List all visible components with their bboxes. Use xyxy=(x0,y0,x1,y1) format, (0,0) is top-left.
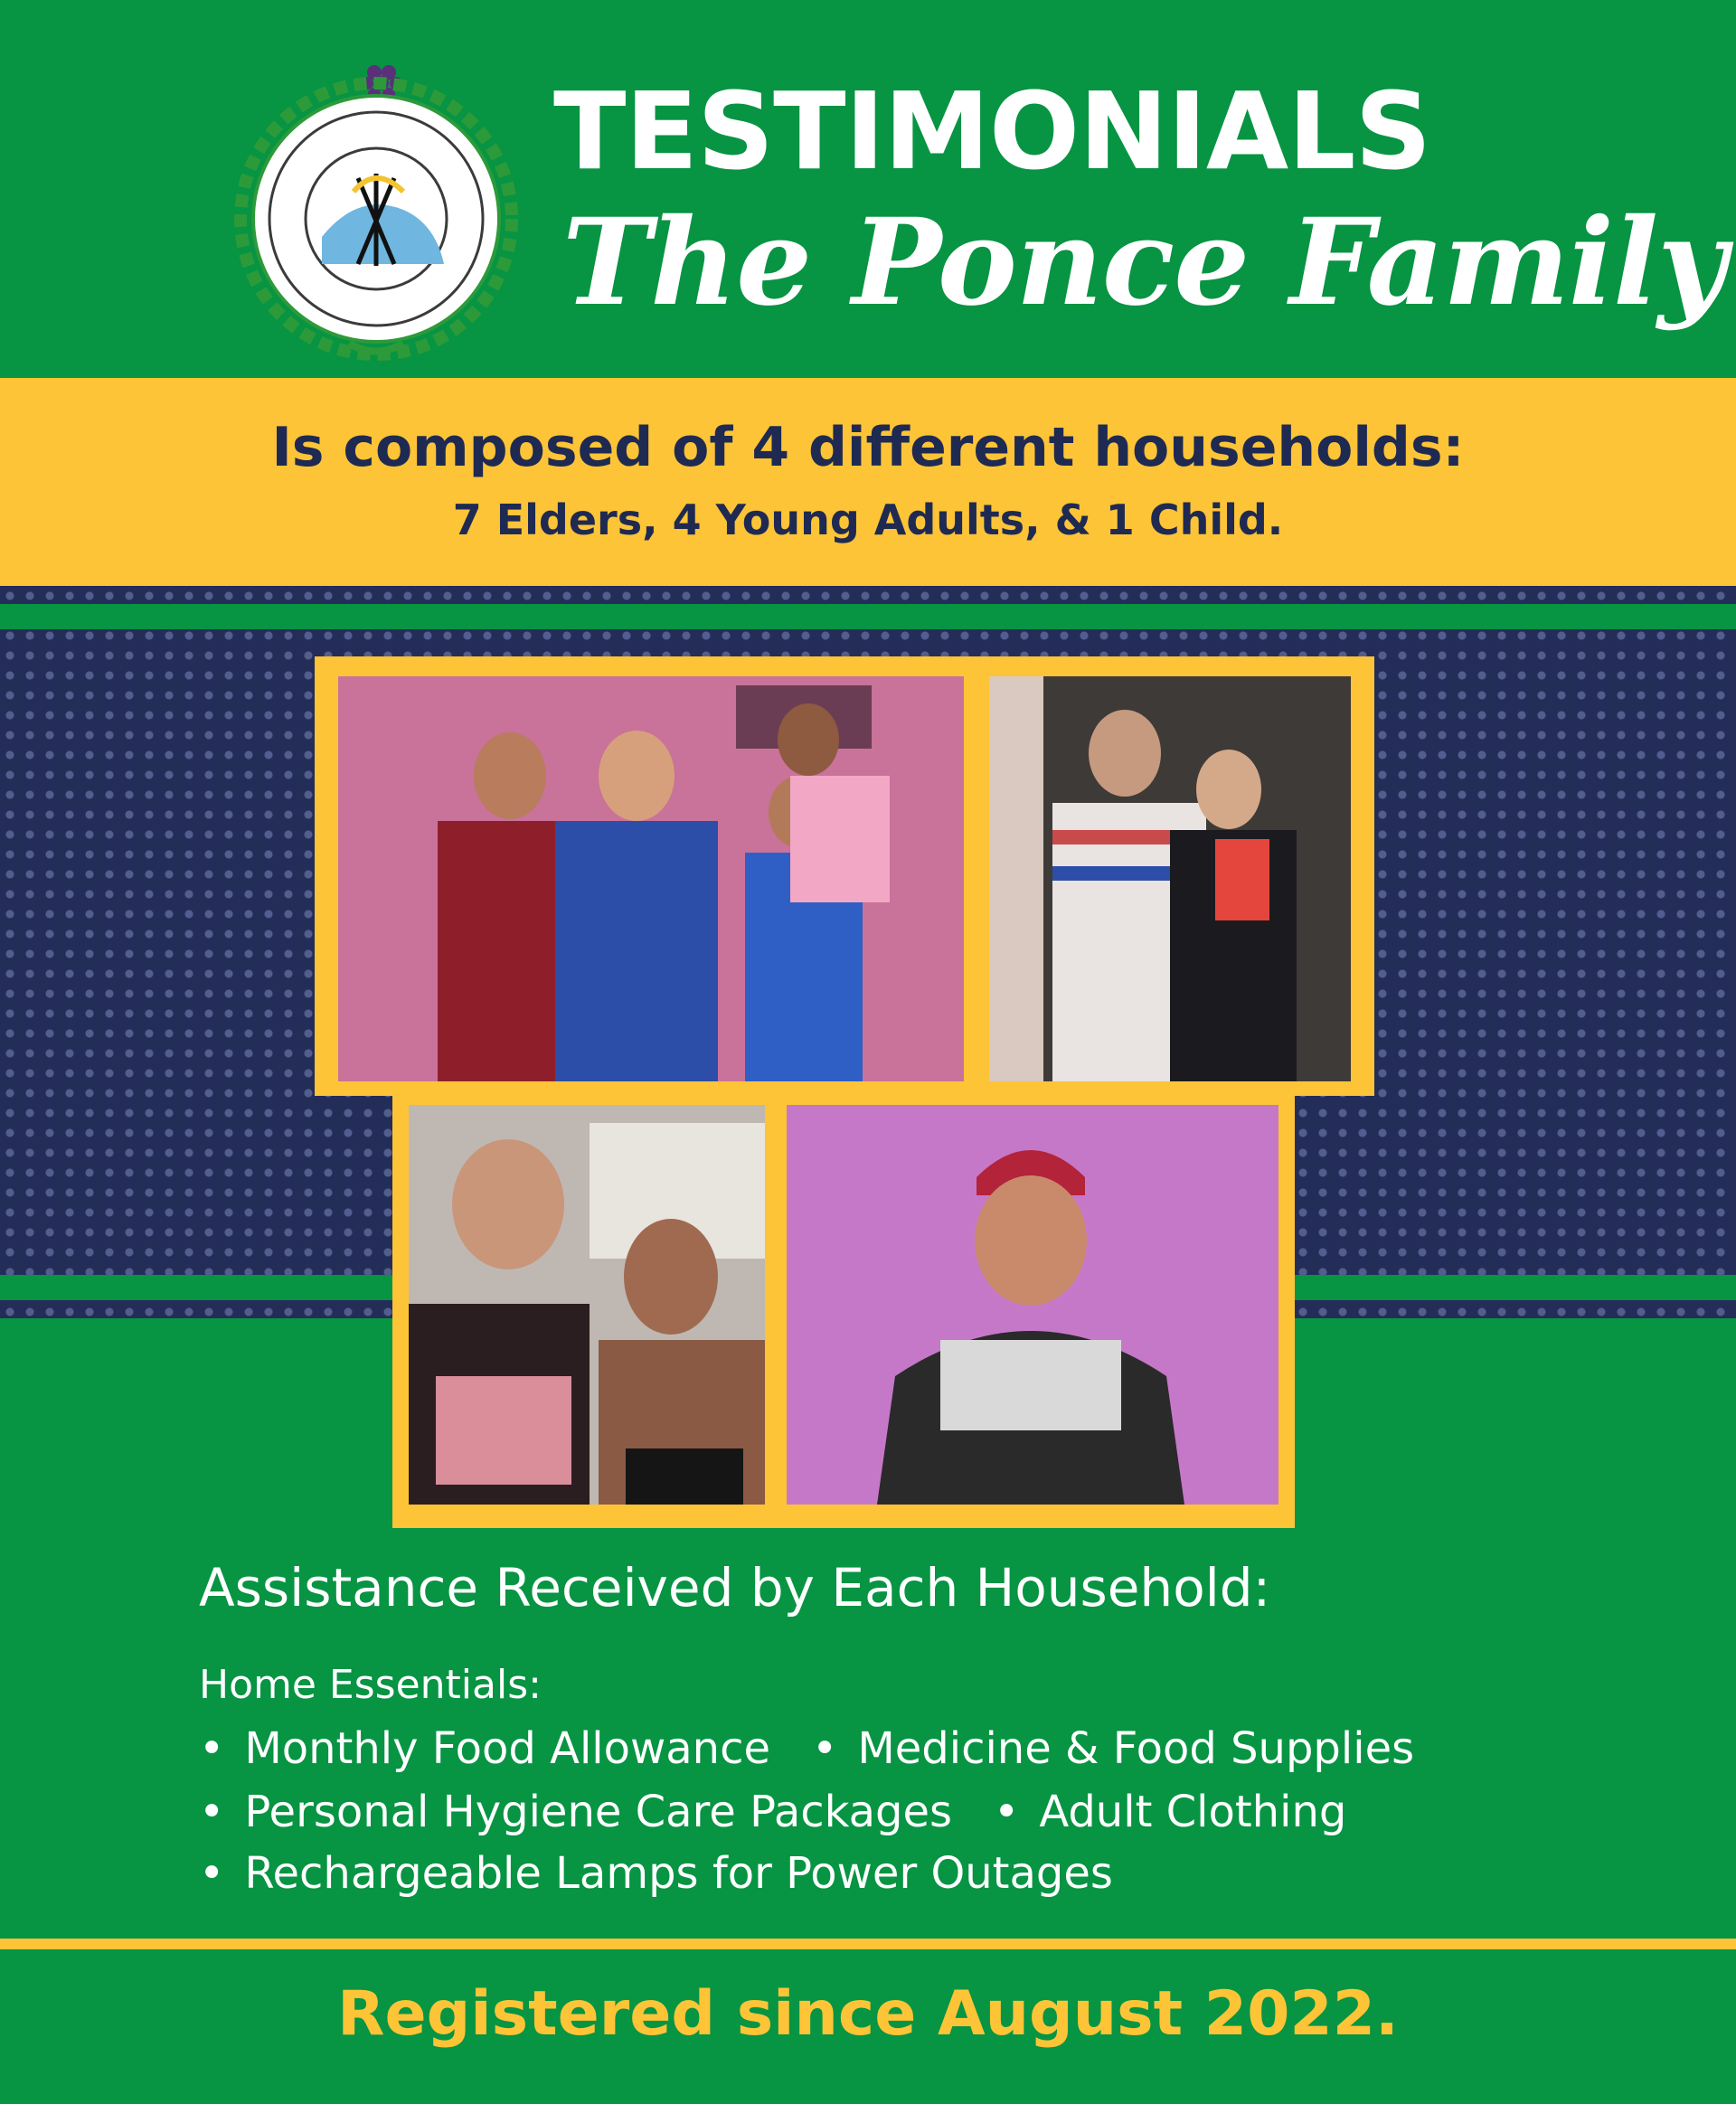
list-item: Personal Hygiene Care Packages xyxy=(244,1787,953,1837)
bullet-row-1 xyxy=(199,1723,1414,1774)
bullet-icon: • xyxy=(199,1723,225,1774)
family-photo-4 xyxy=(787,1105,1278,1505)
green-stripe-top xyxy=(0,604,1736,629)
registration-note: Registered since August 2022. xyxy=(337,1978,1399,2050)
page-title: TESTIMONIALS xyxy=(553,69,1431,193)
bullet-row-3 xyxy=(199,1848,1113,1899)
bullet-icon: • xyxy=(994,1787,1020,1837)
footer-divider xyxy=(0,1939,1736,1949)
bullet-icon: • xyxy=(199,1787,225,1837)
bullet-icon: • xyxy=(199,1848,225,1899)
summary-detail: 7 Elders, 4 Young Adults, & 1 Child. xyxy=(452,495,1284,544)
bullet-icon: • xyxy=(812,1723,838,1774)
category-label: Home Essentials: xyxy=(199,1662,542,1708)
summary-headline: Is composed of 4 different households: xyxy=(271,416,1465,479)
foundation-logo xyxy=(222,56,530,368)
family-photo-2 xyxy=(989,676,1351,1081)
list-item: Rechargeable Lamps for Power Outages xyxy=(244,1848,1113,1899)
list-item: Adult Clothing xyxy=(1039,1787,1347,1837)
family-photo-3 xyxy=(409,1105,765,1505)
family-photo-1 xyxy=(338,676,964,1081)
list-item: Medicine & Food Supplies xyxy=(857,1723,1415,1774)
list-item: Monthly Food Allowance xyxy=(244,1723,771,1774)
summary-band xyxy=(0,378,1736,586)
family-name-subtitle: The Ponce Family xyxy=(562,193,1726,333)
assistance-heading: Assistance Received by Each Household: xyxy=(199,1557,1271,1618)
bullet-row-2 xyxy=(199,1787,1346,1837)
